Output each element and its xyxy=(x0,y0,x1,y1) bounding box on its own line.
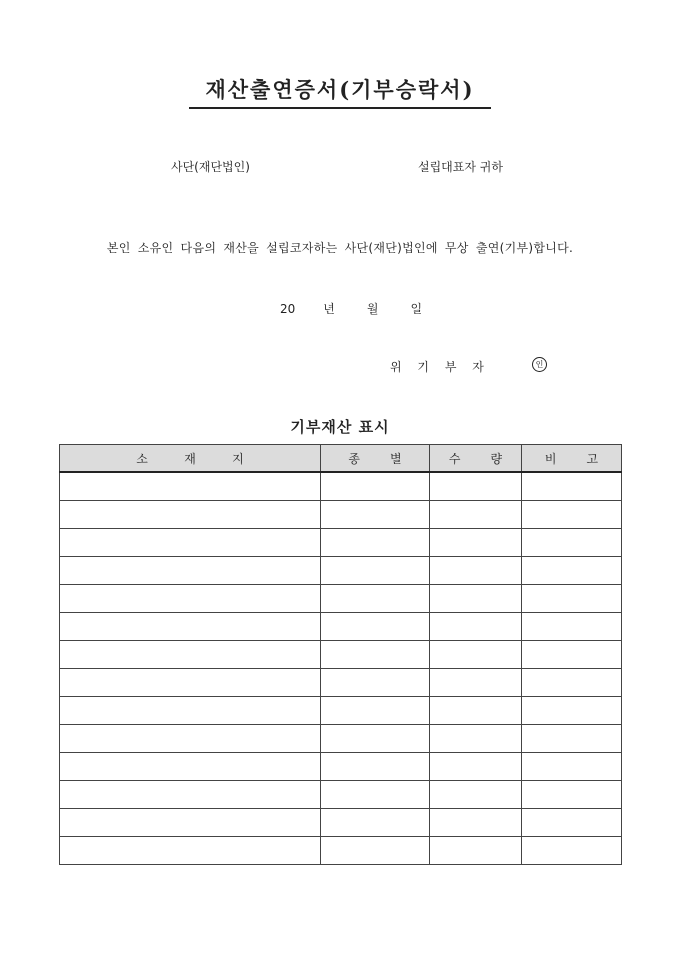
cell-quantity[interactable] xyxy=(430,501,522,529)
cell-remarks[interactable] xyxy=(522,697,622,725)
cell-location[interactable] xyxy=(60,725,321,753)
cell-quantity[interactable] xyxy=(430,781,522,809)
table-row xyxy=(60,529,622,557)
cell-quantity[interactable] xyxy=(430,837,522,865)
header-quantity-char: 수 xyxy=(448,451,461,466)
header-location-char: 소 xyxy=(136,451,148,466)
cell-quantity[interactable] xyxy=(430,557,522,585)
header-type-char: 종 xyxy=(348,451,360,466)
header-location-char: 재 xyxy=(184,451,196,466)
cell-type[interactable] xyxy=(321,641,430,669)
date-day-label: 일 xyxy=(410,302,423,316)
cell-remarks[interactable] xyxy=(522,472,622,501)
cell-location[interactable] xyxy=(60,501,321,529)
table-row xyxy=(60,753,622,781)
header-remarks xyxy=(522,445,622,473)
table-row xyxy=(60,697,622,725)
cell-location[interactable] xyxy=(60,669,321,697)
table-row xyxy=(60,725,622,753)
header-location xyxy=(60,445,321,473)
cell-type[interactable] xyxy=(321,837,430,865)
cell-location[interactable] xyxy=(60,753,321,781)
cell-quantity[interactable] xyxy=(430,753,522,781)
cell-location[interactable] xyxy=(60,837,321,865)
seal-mark: 인 xyxy=(532,357,547,372)
cell-type[interactable] xyxy=(321,529,430,557)
cell-remarks[interactable] xyxy=(522,529,622,557)
cell-remarks[interactable] xyxy=(522,669,622,697)
date-year-label: 년 xyxy=(323,302,335,316)
cell-remarks[interactable] xyxy=(522,837,622,865)
header-remarks-char: 고 xyxy=(586,451,599,466)
cell-location[interactable] xyxy=(60,557,321,585)
cell-type[interactable] xyxy=(321,501,430,529)
cell-location[interactable] xyxy=(60,641,321,669)
table-row xyxy=(60,613,622,641)
table-row xyxy=(60,501,622,529)
cell-quantity[interactable] xyxy=(430,697,522,725)
cell-quantity[interactable] xyxy=(430,641,522,669)
cell-type[interactable] xyxy=(321,669,430,697)
cell-type[interactable] xyxy=(321,585,430,613)
cell-type[interactable] xyxy=(321,557,430,585)
table-row xyxy=(60,669,622,697)
date-line xyxy=(280,300,422,317)
cell-remarks[interactable] xyxy=(522,585,622,613)
table-row xyxy=(60,585,622,613)
cell-remarks[interactable] xyxy=(522,753,622,781)
document-title-wrap xyxy=(0,74,680,109)
table-row xyxy=(60,557,622,585)
cell-remarks[interactable] xyxy=(522,725,622,753)
cell-type[interactable] xyxy=(321,809,430,837)
table-header-row xyxy=(60,445,622,473)
cell-location[interactable] xyxy=(60,529,321,557)
header-quantity-char: 량 xyxy=(490,451,503,466)
table-title: 기부재산 표시 xyxy=(290,418,390,436)
cell-remarks[interactable] xyxy=(522,809,622,837)
addressee-organization: 사단(재단법인) xyxy=(171,160,250,174)
table-row xyxy=(60,472,622,501)
cell-type[interactable] xyxy=(321,472,430,501)
cell-quantity[interactable] xyxy=(430,585,522,613)
cell-remarks[interactable] xyxy=(522,781,622,809)
date-month-label: 월 xyxy=(366,302,379,316)
cell-remarks[interactable] xyxy=(522,501,622,529)
cell-quantity[interactable] xyxy=(430,669,522,697)
cell-location[interactable] xyxy=(60,613,321,641)
cell-type[interactable] xyxy=(321,781,430,809)
table-body xyxy=(60,472,622,865)
donation-statement: 본인 소유인 다음의 재산을 설립코자하는 사단(재단)법인에 무상 출연(기부)합니다. xyxy=(106,241,574,255)
cell-quantity[interactable] xyxy=(430,529,522,557)
cell-location[interactable] xyxy=(60,697,321,725)
cell-quantity[interactable] xyxy=(430,725,522,753)
donated-property-table xyxy=(59,444,622,865)
cell-type[interactable] xyxy=(321,613,430,641)
table-row xyxy=(60,837,622,865)
table-row xyxy=(60,641,622,669)
table-row xyxy=(60,809,622,837)
document-title: 재산출연증서(기부승락서) xyxy=(189,74,490,109)
cell-location[interactable] xyxy=(60,472,321,501)
addressee-representative: 설립대표자 귀하 xyxy=(418,160,503,174)
cell-remarks[interactable] xyxy=(522,557,622,585)
donor-label: 위 기 부 자 xyxy=(390,360,490,374)
header-location-char: 지 xyxy=(232,451,244,466)
date-year-prefix: 20 xyxy=(280,302,296,316)
header-type-char: 별 xyxy=(390,451,402,466)
cell-type[interactable] xyxy=(321,697,430,725)
cell-quantity[interactable] xyxy=(430,809,522,837)
cell-type[interactable] xyxy=(321,725,430,753)
header-quantity xyxy=(430,445,522,473)
cell-location[interactable] xyxy=(60,585,321,613)
header-remarks-char: 비 xyxy=(544,451,557,466)
cell-quantity[interactable] xyxy=(430,613,522,641)
header-type xyxy=(321,445,430,473)
cell-location[interactable] xyxy=(60,781,321,809)
cell-location[interactable] xyxy=(60,809,321,837)
cell-type[interactable] xyxy=(321,753,430,781)
table-row xyxy=(60,781,622,809)
cell-quantity[interactable] xyxy=(430,472,522,501)
cell-remarks[interactable] xyxy=(522,613,622,641)
cell-remarks[interactable] xyxy=(522,641,622,669)
